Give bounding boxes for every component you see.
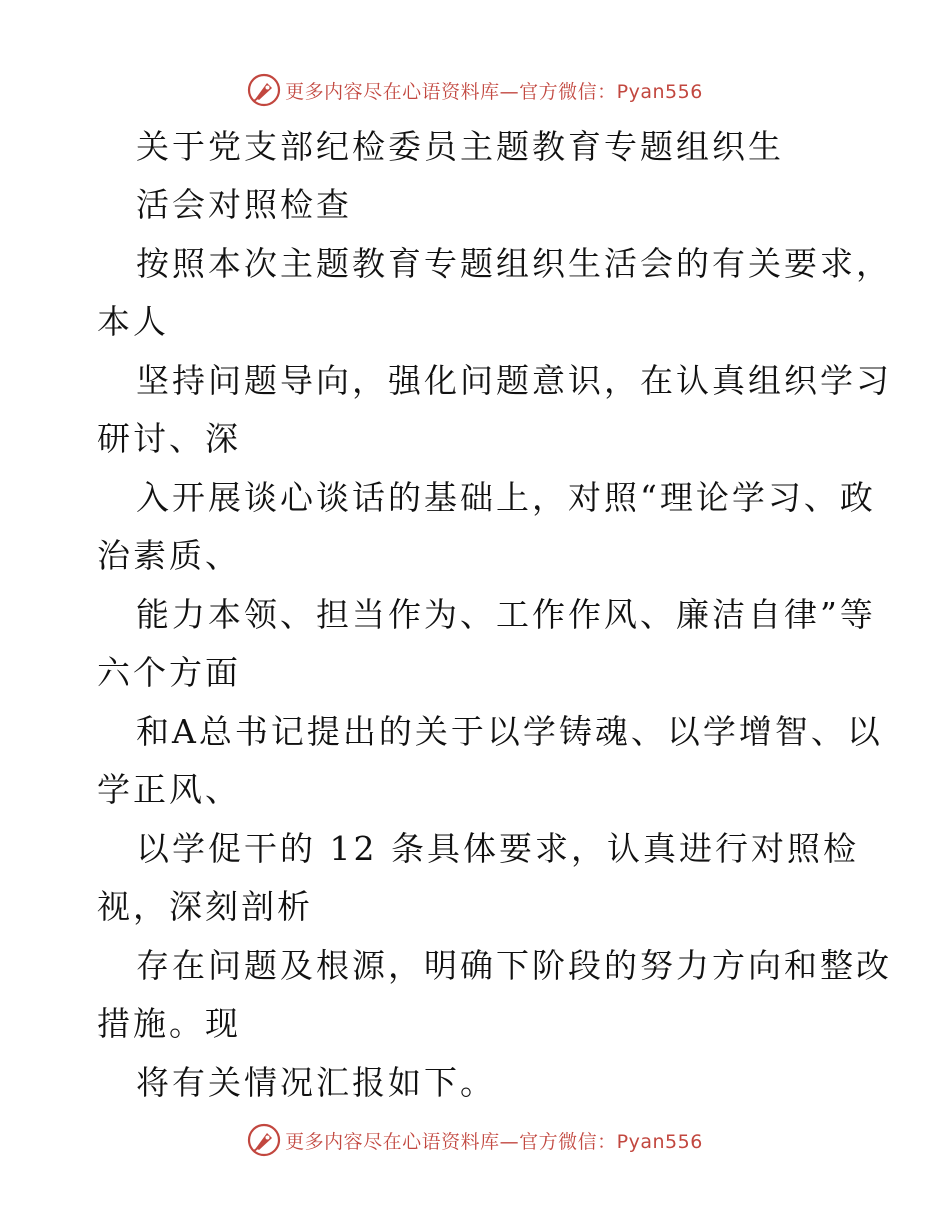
document-title-line-2: 活会对照检查 <box>136 185 352 224</box>
paragraph-line: 研讨、深 <box>97 419 241 458</box>
watermark-text: 更多内容尽在心语资料库—官方微信：Pyan556 <box>285 80 703 103</box>
paragraph-line: 治素质、 <box>97 536 241 575</box>
paragraph-line: 坚持问题导向，强化问题意识，在认真组织学习 <box>136 361 892 400</box>
footer-watermark <box>0 1120 950 1160</box>
paragraph-line: 六个方面 <box>97 653 241 692</box>
document-title-line-1: 关于党支部纪检委员主题教育专题组织生 <box>136 127 784 166</box>
paragraph-line: 存在问题及根源，明确下阶段的努力方向和整改 <box>136 946 892 985</box>
paragraph-line: 学正风、 <box>97 770 241 809</box>
watermark-text: 更多内容尽在心语资料库—官方微信：Pyan556 <box>285 1130 703 1153</box>
paragraph-line: 以学促干的 12 条具体要求，认真进行对照检 <box>136 829 859 868</box>
paragraph-line: 能力本领、担当作为、工作作风、廉洁自律”等 <box>136 595 876 634</box>
paragraph-line: 措施。现 <box>97 1004 241 1043</box>
header-watermark <box>0 70 950 110</box>
pen-nib-logo-icon <box>247 73 281 107</box>
paragraph-line: 视，深刻剖析 <box>97 887 313 926</box>
paragraph-line: 按照本次主题教育专题组织生活会的有关要求， <box>136 244 892 283</box>
paragraph-line: 本人 <box>97 302 169 341</box>
pen-nib-logo-icon <box>247 1123 281 1157</box>
paragraph-line: 和A总书记提出的关于以学铸魂、以学增智、以 <box>136 712 883 751</box>
paragraph-line: 将有关情况汇报如下。 <box>136 1063 496 1102</box>
paragraph-line: 入开展谈心谈话的基础上，对照“理论学习、政 <box>136 478 876 517</box>
